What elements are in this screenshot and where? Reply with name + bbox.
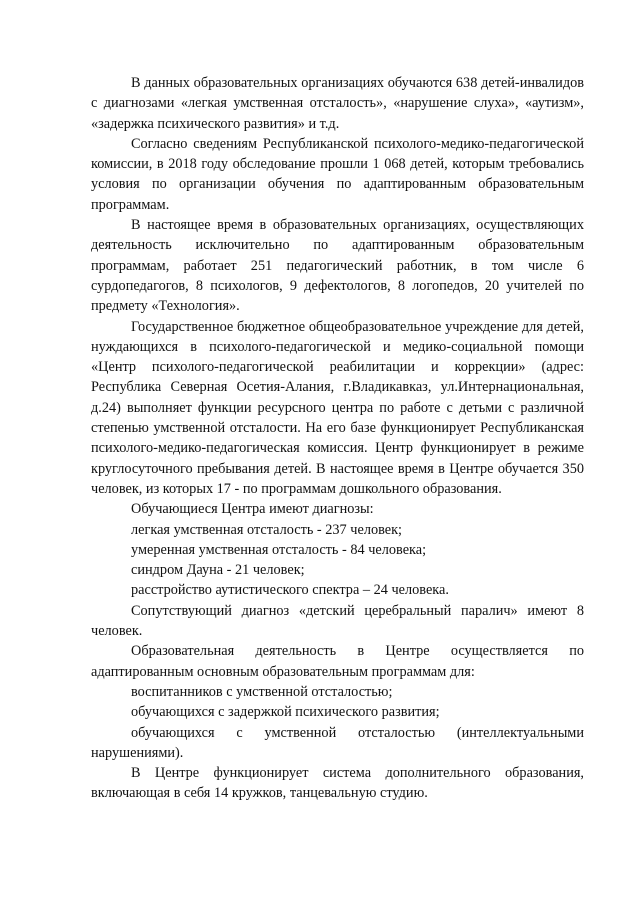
paragraph-concomitant-diagnosis: Сопутствующий диагноз «детский церебральный паралич» имеют 8 человек.	[91, 602, 584, 640]
program-item: обучающихся с задержкой психического развития;	[131, 704, 440, 721]
program-item: воспитанников с умственной отсталостью;	[131, 683, 393, 700]
paragraph-commission-stats: Согласно сведениям Республиканской психолого-медико-педагогической комиссии, в 2018 году обследование прошли 1 068 детей, которым требовались условия по организации обучения по адаптированным образовательным программам.	[91, 135, 584, 213]
diagnosis-item: расстройство аутистического спектра – 24 человека.	[131, 582, 449, 599]
paragraph-additional-education: В Центре функционирует система дополнительного образования, включающая в себя 14 кружков, танцевальную студию.	[91, 765, 584, 802]
diagnoses-intro: Обучающиеся Центра имеют диагнозы:	[131, 501, 374, 518]
paragraph-center-description: Государственное бюджетное общеобразовательное учреждение для детей, нуждающихся в психолого-педагогической и медико-социальной помощи «Центр психолого-педагогической реабилитации и коррекции» (адрес: Республика Северная Осетия-Алания, г.Владикавказ, ул.Интернациональная, д.24) выполняет функции ресурсного центра по работе с детьми с различной степенью умственной отсталости. На его базе функционирует Республиканская психолого-медико-педагогическая комиссия. Центр функционирует в режиме круглосуточного пребывания детей. В настоящее время в Центре обучается 350 человек, из которых 17 - по программам дошкольного образования.	[91, 318, 584, 497]
diagnosis-item: легкая умственная отсталость - 237 человек;	[131, 521, 403, 538]
paragraph-programs-intro: Образовательная деятельность в Центре осуществляется по адаптированным основным образовательным программам для:	[91, 643, 584, 680]
paragraph-staff: В настоящее время в образовательных организациях, осуществляющих деятельность исключительно по адаптированным образовательным программам, работает 251 педагогический работник, в том числе 6 сурдопедагогов, 8 психологов, 9 дефектологов, 8 логопедов, 20 учителей по предмету «Технология».	[91, 217, 584, 315]
program-item-last: обучающихся с умственной отсталостью (интеллектуальными нарушениями).	[91, 724, 584, 761]
paragraph-children-count: В данных образовательных организациях обучаются 638 детей-инвалидов с диагнозами «легкая умственная отсталость», «нарушение слуха», «аутизм», «задержка психического развития» и т.д.	[91, 75, 584, 132]
diagnosis-item: умеренная умственная отсталость - 84 человека;	[131, 541, 427, 558]
diagnosis-item: синдром Дауна - 21 человек;	[131, 562, 305, 579]
